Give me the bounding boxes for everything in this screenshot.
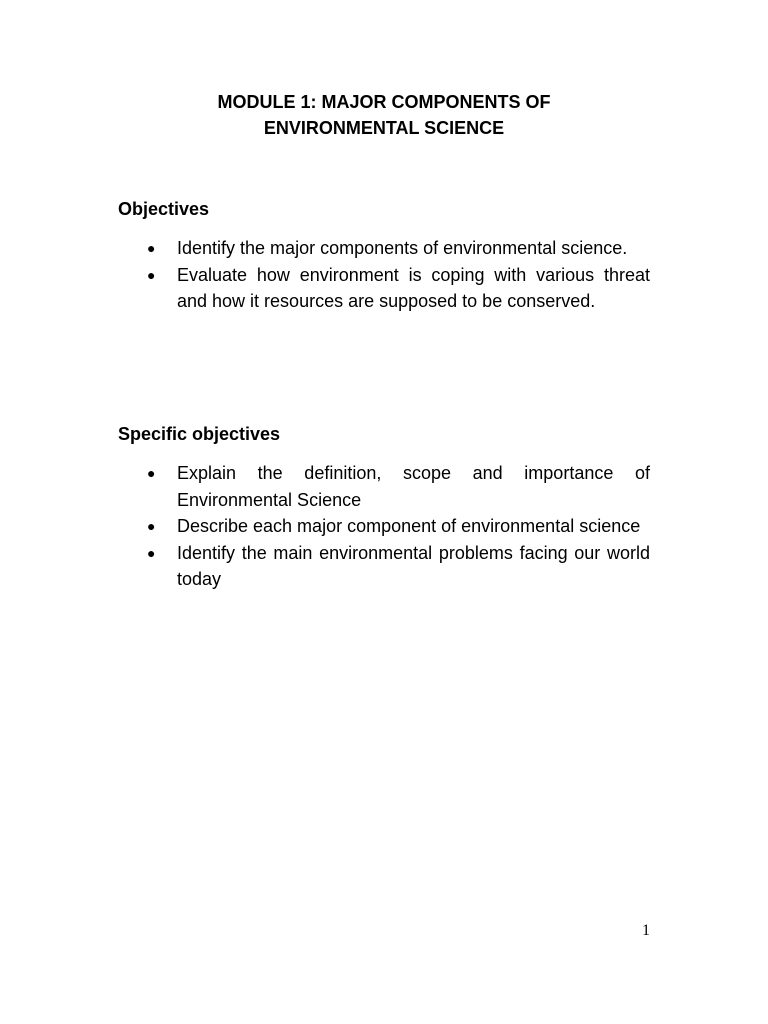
list-item [118,460,650,513]
list-item [118,540,650,593]
list-item-text: Identify the main environmental problems facing our world today [177,542,650,589]
list-item [118,513,650,540]
objectives-list [118,235,650,315]
page-number: 1 [642,922,650,939]
bullet-icon: ● [147,240,156,256]
module-title-line-1: MODULE 1: MAJOR COMPONENTS OF [217,92,551,112]
list-item [118,262,650,315]
specific-objectives-heading: Specific objectives [118,424,281,444]
bullet-icon: ● [147,465,156,481]
bullet-icon: ● [147,518,156,534]
list-item-text: Describe each major component of environmental science [177,516,641,536]
bullet-icon: ● [147,544,156,561]
list-item-text: Identify the major components of environmental science. [177,238,628,258]
module-title [118,89,650,141]
bullet-icon: ● [147,266,156,283]
list-item-text: Explain the definition, scope and importance of Environmental Science [177,463,650,510]
objectives-heading: Objectives [118,199,210,219]
module-title-line-2: ENVIRONMENTAL SCIENCE [263,118,505,138]
specific-objectives-list [118,460,650,593]
list-item [118,235,650,262]
list-item-text: Evaluate how environment is coping with various threat and how it resources are supposed to be conserved. [177,264,650,311]
